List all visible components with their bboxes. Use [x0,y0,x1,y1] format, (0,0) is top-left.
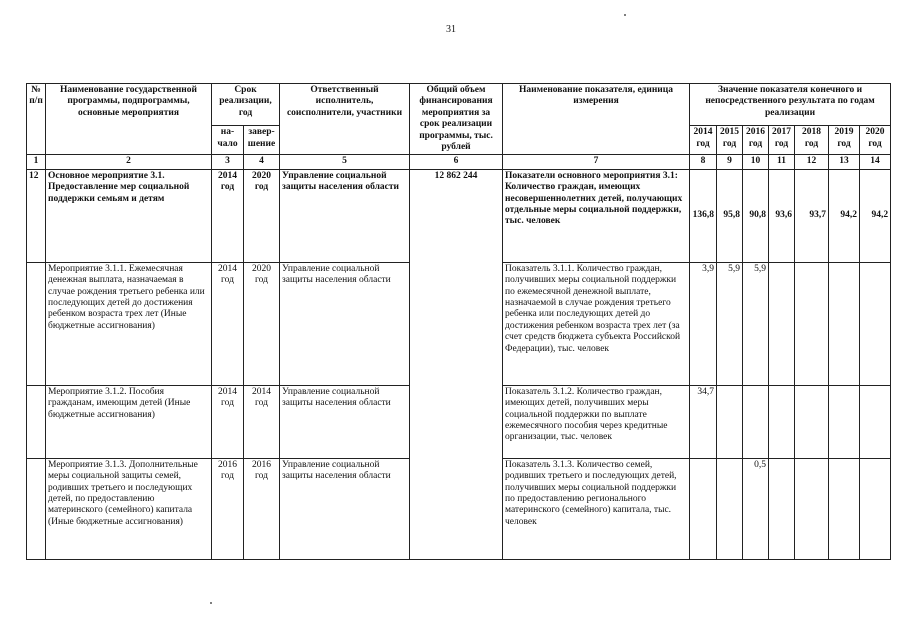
header-finance: Общий объем финансирования мероприятия за срок реализации программы, тыс. рублей [410,84,503,155]
scan-speck [624,14,626,16]
header-year: 2020 год [860,126,891,155]
value-2017 [769,385,795,458]
value-2019 [829,262,860,385]
value-2014 [690,458,717,559]
value-2020: 94,2 [860,169,891,262]
end-year: 2020 год [244,262,280,385]
value-2014: 3,9 [690,262,717,385]
indicator: Показатель 3.1.3. Количество семей, родивших третьего и последующих детей, получивших меры социальной поддержки по предоставлению регионального материнского (семейного) капитала, тыс. человек [503,458,690,559]
activity-name: Основное мероприятие 3.1. Предоставление мер социальной поддержки семьям и детям [46,169,212,262]
value-2015: 5,9 [717,262,743,385]
column-number: 7 [503,155,690,169]
end-year: 2020 год [244,169,280,262]
column-number-row [27,155,891,169]
column-number: 11 [769,155,795,169]
header-term: Срок реализации, год [212,84,280,126]
value-2019 [829,458,860,559]
column-number: 13 [829,155,860,169]
value-2020 [860,385,891,458]
start-year: 2014 год [212,385,244,458]
column-number: 2 [46,155,212,169]
value-2020 [860,262,891,385]
column-number: 5 [280,155,410,169]
value-2016: 0,5 [743,458,769,559]
end-year: 2014 год [244,385,280,458]
column-number: 6 [410,155,503,169]
value-2017 [769,262,795,385]
header-executor: Ответственный исполнитель, соисполнители, участники [280,84,410,155]
header-year: 2017 год [769,126,795,155]
column-number: 9 [717,155,743,169]
value-2015 [717,458,743,559]
header-num: № п/п [27,84,46,155]
column-number: 8 [690,155,717,169]
header-year: 2015 год [717,126,743,155]
row-number [27,385,46,458]
start-year: 2014 год [212,262,244,385]
end-year: 2016 год [244,458,280,559]
header-name: Наименование государственной программы, подпрограммы, основные мероприятия [46,84,212,155]
header-year: 2014 год [690,126,717,155]
header-term-start: на-чало [212,126,244,155]
row-number [27,458,46,559]
row-number: 12 [27,169,46,262]
activity-name: Мероприятие 3.1.2. Пособия гражданам, имеющим детей (Иные бюджетные ассигнования) [46,385,212,458]
column-number: 4 [244,155,280,169]
value-2019: 94,2 [829,169,860,262]
column-number: 3 [212,155,244,169]
program-table [26,83,891,560]
value-2018 [795,385,829,458]
executor: Управление социальной защиты населения области [280,458,410,559]
value-2015: 95,8 [717,169,743,262]
value-2015 [717,385,743,458]
value-2017 [769,458,795,559]
executor: Управление социальной защиты населения области [280,262,410,385]
indicator: Показатели основного мероприятия 3.1: Количество граждан, имеющих несовершеннолетних детей, получающих отдельные меры социальной поддержки, тыс. человек [503,169,690,262]
start-year: 2014 год [212,169,244,262]
header-year: 2016 год [743,126,769,155]
value-2019 [829,385,860,458]
value-2018 [795,458,829,559]
finance-amount: 12 862 244 [410,169,503,559]
main-activity-row [27,169,891,262]
value-2018 [795,262,829,385]
column-number: 1 [27,155,46,169]
header-year: 2019 год [829,126,860,155]
header-year: 2018 год [795,126,829,155]
column-number: 12 [795,155,829,169]
value-2020 [860,458,891,559]
executor: Управление социальной защиты населения области [280,169,410,262]
indicator: Показатель 3.1.2. Количество граждан, имеющих детей, получивших меры социальной поддержки по выплате ежемесячного пособия через кредитные организации, тыс. человек [503,385,690,458]
column-number: 14 [860,155,891,169]
header-term-end: завер-шение [244,126,280,155]
executor: Управление социальной защиты населения области [280,385,410,458]
row-number [27,262,46,385]
value-2016: 90,8 [743,169,769,262]
activity-name: Мероприятие 3.1.1. Ежемесячная денежная выплата, назначаемая в случае рождения третьего ребенка или последующих детей до достижения ребенком возраста трех лет (Иные бюджетные ассигнования) [46,262,212,385]
column-number: 10 [743,155,769,169]
value-2016 [743,385,769,458]
value-2017: 93,6 [769,169,795,262]
header-values: Значение показателя конечного и непосредственного результата по годам реализации [690,84,891,126]
scan-speck [210,602,212,604]
value-2014: 34,7 [690,385,717,458]
indicator: Показатель 3.1.1. Количество граждан, получивших меры социальной поддержки по ежемесячной денежной выплате, назначаемой в случае рождения третьего ребенка или последующих детей до достижения ребенком возраста трех лет (за счет средств бюджета субъекта Российской Федерации), тыс. человек [503,262,690,385]
start-year: 2016 год [212,458,244,559]
page-number: 31 [446,24,456,35]
activity-name: Мероприятие 3.1.3. Дополнительные меры социальной защиты семей, родивших третьего и последующих детей, по предоставлению материнского (семейного) капитала (Иные бюджетные ассигнования) [46,458,212,559]
value-2016: 5,9 [743,262,769,385]
value-2018: 93,7 [795,169,829,262]
header-indicator: Наименование показателя, единица измерения [503,84,690,155]
value-2014: 136,8 [690,169,717,262]
